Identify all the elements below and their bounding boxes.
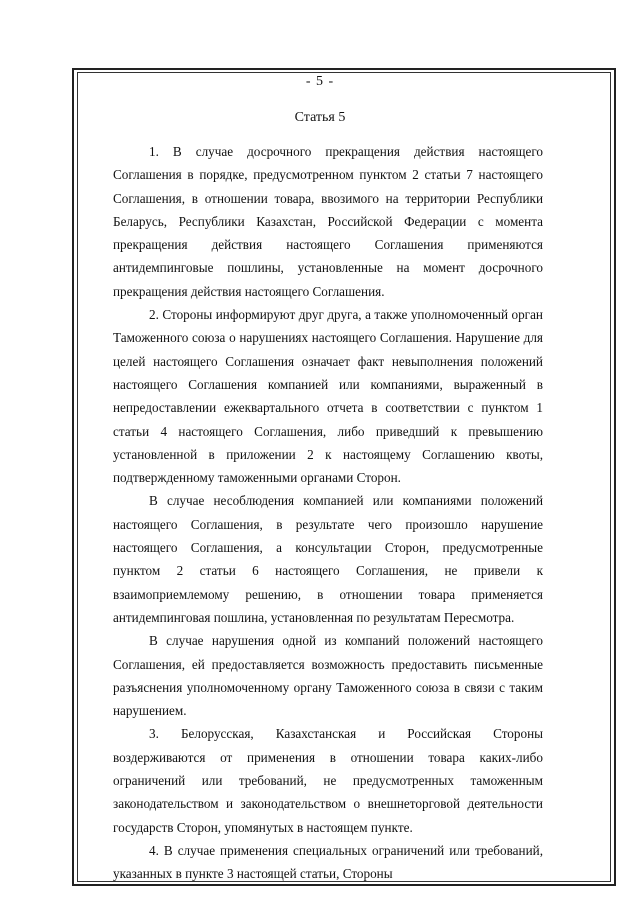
document-body [113,140,543,886]
article-title: Статья 5 [294,110,346,125]
paragraph-article5-item1: 1. В случае досрочного прекращения действия настоящего Соглашения в порядке, предусмотренном пунктом 2 статьи 7 настоящего Соглашения, в отношении товара, ввозимого на территории Республики Беларусь, Республики Казахстан, Российской Федерации с момента прекращения действия настоящего Соглашения применяются антидемпинговые пошлины, установленные на момент досрочного прекращения действия настоящего Соглашения. [113,144,543,299]
paragraph-noncompliance: В случае несоблюдения компанией или компаниями положений настоящего Соглашения, в результате чего произошло нарушение настоящего Соглашения, а консультации Сторон, предусмотренные пунктом 2 статьи 6 настоящего Соглашения, не привели к взаимоприемлемому решению, в отношении товара применяется антидемпинговая пошлина, установленная по результатам Пересмотра. [113,493,543,625]
page-number: - 5 - [305,74,335,89]
paragraph-article5-item4: 4. В случае применения специальных ограничений или требований, указанных в пункте 3 настоящей статьи, Стороны [113,842,543,882]
paragraph-article5-item2: 2. Стороны информируют друг друга, а также уполномоченный орган Таможенного союза о нарушениях настоящего Соглашения. Нарушение для целей настоящего Соглашения означает факт невыполнения положений настоящего Соглашения компанией или компаниями, выраженный в непредоставлении ежеквартального отчета в соответствии с пунктом 1 статьи 4 настоящего Соглашения, либо приведший к превышению установленной в приложении 2 к настоящему Соглашению квоты, подтвержденному таможенными органами Сторон. [113,307,543,486]
paragraph-article5-item3: 3. Белорусская, Казахстанская и Российская Стороны воздерживаются от применения в отношении товара каких-либо ограничений или требований, не предусмотренных таможенным законодательством и законодательством о внешнеторговой деятельности государств Сторон, упомянутых в настоящем пункте. [113,726,543,835]
paragraph-violation-explanation: В случае нарушения одной из компаний положений настоящего Соглашения, ей предоставляется возможность предоставить письменные разъяснения уполномоченному органу Таможенного союза в связи с таким нарушением. [113,633,543,719]
